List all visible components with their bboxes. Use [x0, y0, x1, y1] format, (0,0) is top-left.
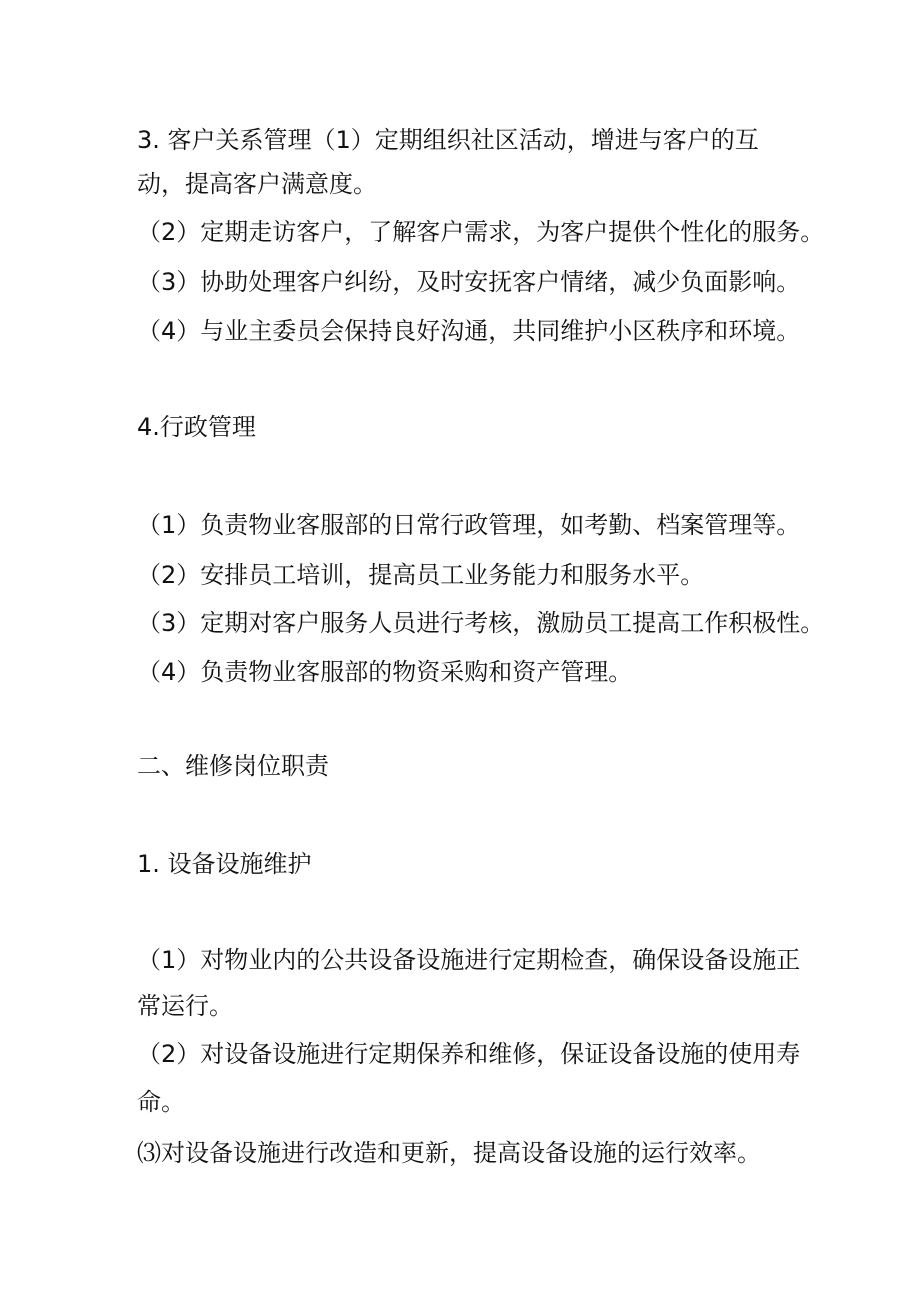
section-4-heading: 4.行政管理 — [137, 413, 256, 441]
section-4-item-2: （2）安排员工培训，提高员工业务能力和服务水平。 — [137, 561, 705, 589]
section-4-item-1: （1）负责物业客服部的日常行政管理，如考勤、档案管理等。 — [137, 511, 801, 539]
section-3-item-4: （4）与业主委员会保持良好沟通，共同维护小区秩序和环境。 — [137, 317, 801, 345]
section-3-item-2: （2）定期走访客户，了解客户需求，为客户提供个性化的服务。 — [137, 218, 825, 246]
section-3-heading-line-2: 动，提高客户满意度。 — [137, 170, 377, 198]
part-2-section-1-item-2-line-1: （2）对设备设施进行定期保养和维修，保证设备设施的使用寿 — [137, 1040, 801, 1068]
section-4-item-4: （4）负责物业客服部的物资采购和资产管理。 — [137, 658, 633, 686]
part-2-section-1-item-2-line-2: 命。 — [137, 1088, 185, 1116]
section-3-heading-line-1: 3. 客户关系管理（1）定期组织社区活动，增进与客户的互 — [137, 126, 759, 154]
section-3-item-3: （3）协助处理客户纠纷，及时安抚客户情绪，减少负面影响。 — [137, 268, 801, 296]
part-2-heading: 二、维修岗位职责 — [137, 752, 329, 780]
part-2-section-1-item-3: ⑶对设备设施进行改造和更新，提高设备设施的运行效率。 — [137, 1139, 761, 1167]
part-2-section-1-item-1-line-1: （1）对物业内的公共设备设施进行定期检查，确保设备设施正 — [137, 946, 801, 974]
section-4-item-3: （3）定期对客户服务人员进行考核，激励员工提高工作积极性。 — [137, 609, 825, 637]
part-2-section-1-item-1-line-2: 常运行。 — [137, 992, 233, 1020]
part-2-section-1-heading: 1. 设备设施维护 — [137, 850, 312, 878]
